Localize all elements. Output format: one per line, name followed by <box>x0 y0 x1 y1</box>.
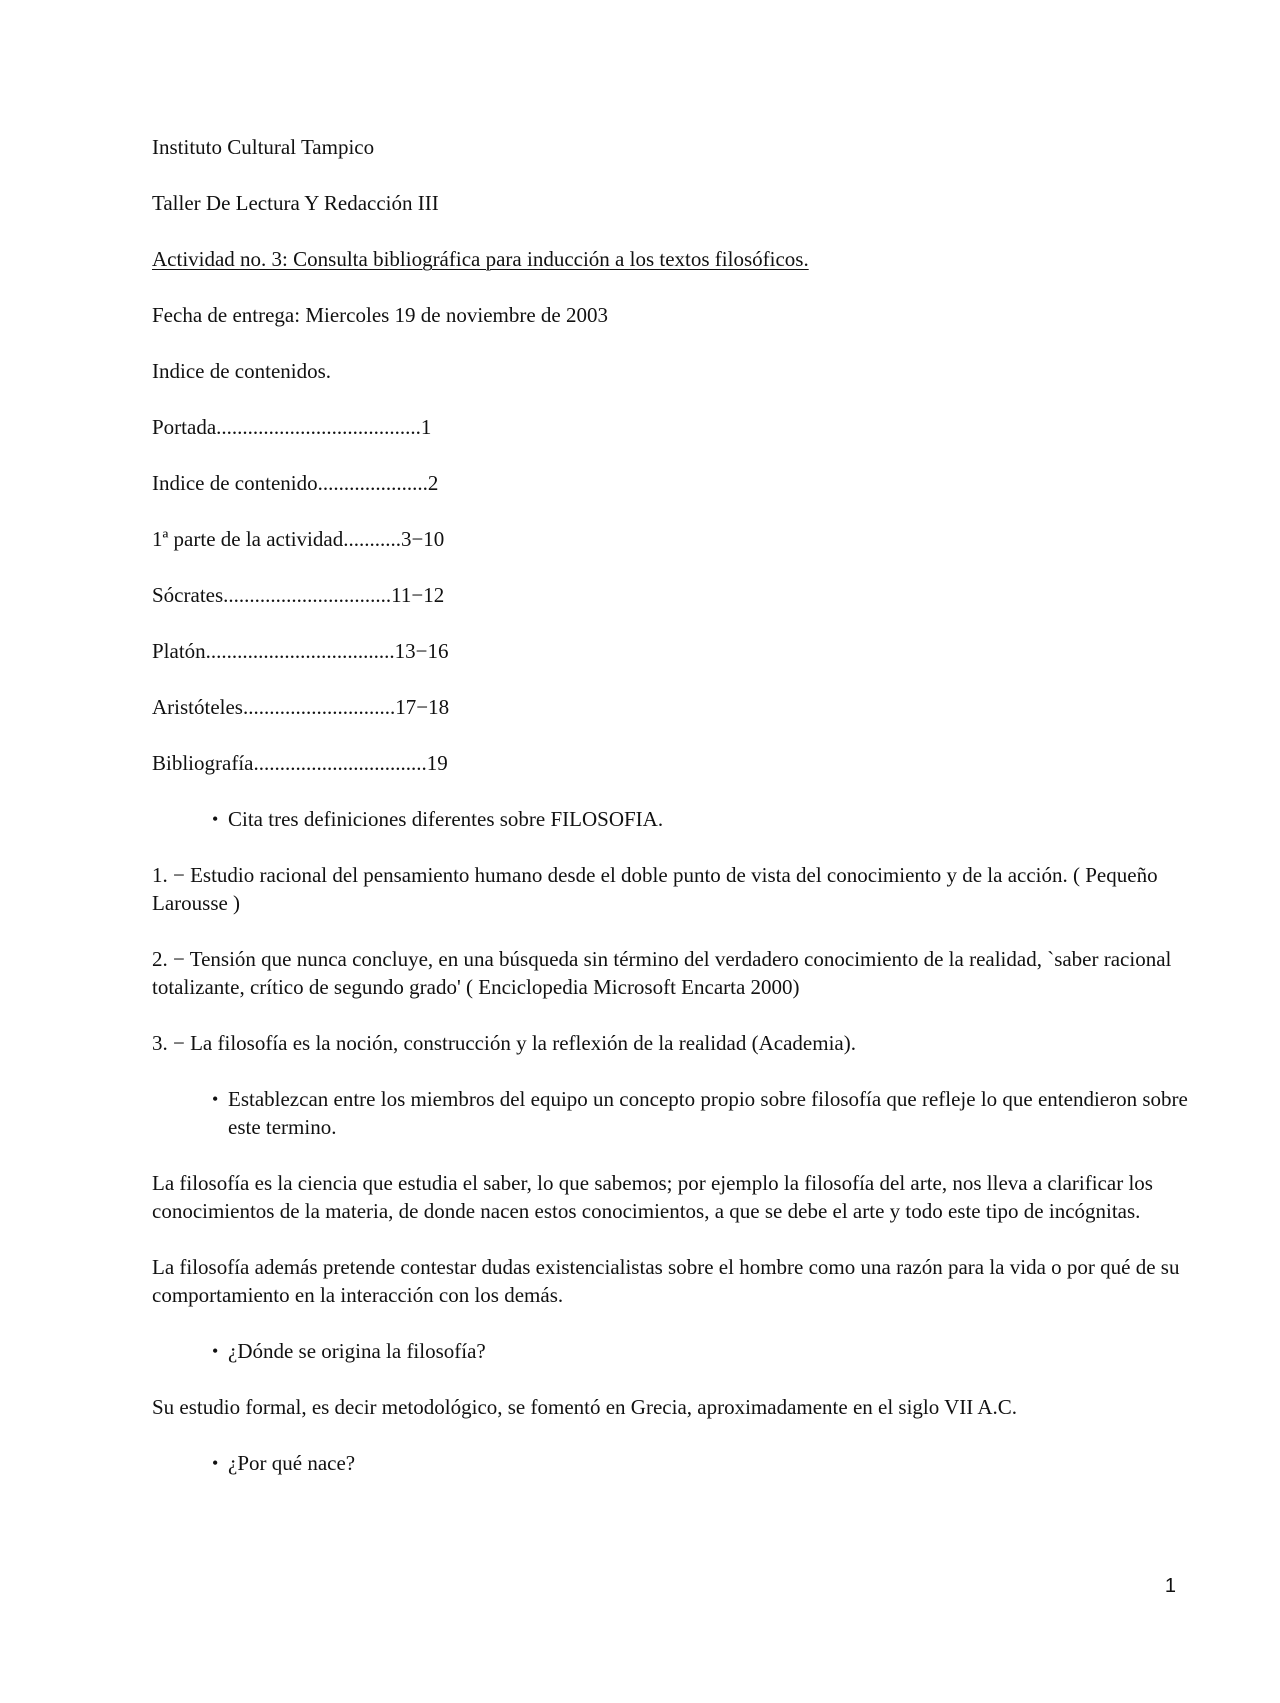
bullet-text: Cita tres definiciones diferentes sobre FILOSOFIA. <box>228 807 664 831</box>
paragraph-philosophy-science: La filosofía es la ciencia que estudia el saber, lo que sabemos; por ejemplo la filosofía del arte, nos lleva a clarificar los conocimientos de la materia, de donde nacen estos conocimientos, a que se debe el arte y todo este tipo de incógnitas. <box>152 1171 1153 1223</box>
index-entry-bibliografia: Bibliografía.................................19 <box>152 751 448 775</box>
course-name: Taller De Lectura Y Redacción III <box>152 191 439 215</box>
bullet-icon: • <box>212 1089 219 1109</box>
index-entry-aristoteles: Aristóteles.............................17−18 <box>152 695 450 719</box>
index-entry-platon: Platón....................................13−16 <box>152 639 449 663</box>
bullet-icon: • <box>212 1341 219 1361</box>
index-entry-primera-parte: 1ª parte de la actividad...........3−10 <box>152 527 445 551</box>
activity-title: Actividad no. 3: Consulta bibliográfica para inducción a los textos filosóficos. <box>152 247 809 271</box>
bullet-icon: • <box>212 1453 219 1473</box>
index-heading: Indice de contenidos. <box>152 359 332 383</box>
index-entry-contenido: Indice de contenido.....................2 <box>152 471 439 495</box>
bullet-text: Establezcan entre los miembros del equipo un concepto propio sobre filosofía que refleje lo que entendieron sobre este termino. <box>228 1087 1188 1139</box>
due-date: Fecha de entrega: Miercoles 19 de noviembre de 2003 <box>152 303 609 327</box>
definition-2: 2. − Tensión que nunca concluye, en una búsqueda sin término del verdadero conocimiento de la realidad, `saber racional totalizante, crítico de segundo grado' ( Enciclopedia Microsoft Encarta 2000) <box>152 947 1172 999</box>
bullet-item-origin <box>152 1337 1192 1365</box>
bullet-text: ¿Dónde se origina la filosofía? <box>228 1339 486 1363</box>
bullet-text: ¿Por qué nace? <box>228 1451 356 1475</box>
answer-origin: Su estudio formal, es decir metodológico, se fomentó en Grecia, aproximadamente en el siglo VII A.C. <box>152 1395 1018 1419</box>
bullet-icon: • <box>212 809 219 829</box>
bullet-item-concept <box>152 1085 1192 1141</box>
definition-3: 3. − La filosofía es la noción, construcción y la reflexión de la realidad (Academia). <box>152 1031 856 1055</box>
page-number: 1 <box>1164 1575 1176 1597</box>
index-entry-portada: Portada.......................................1 <box>152 415 432 439</box>
bullet-item-why <box>152 1449 1192 1477</box>
institution-name: Instituto Cultural Tampico <box>152 135 375 159</box>
page-content <box>152 133 1192 1505</box>
index-entry-socrates: Sócrates................................11−12 <box>152 583 445 607</box>
definition-1: 1. − Estudio racional del pensamiento humano desde el doble punto de vista del conocimiento y de la acción. ( Pequeño Larousse ) <box>152 863 1158 915</box>
paragraph-philosophy-existential: La filosofía además pretende contestar dudas existencialistas sobre el hombre como una razón para la vida o por qué de su comportamiento en la interacción con los demás. <box>152 1255 1180 1307</box>
bullet-item-definitions <box>152 805 1192 833</box>
